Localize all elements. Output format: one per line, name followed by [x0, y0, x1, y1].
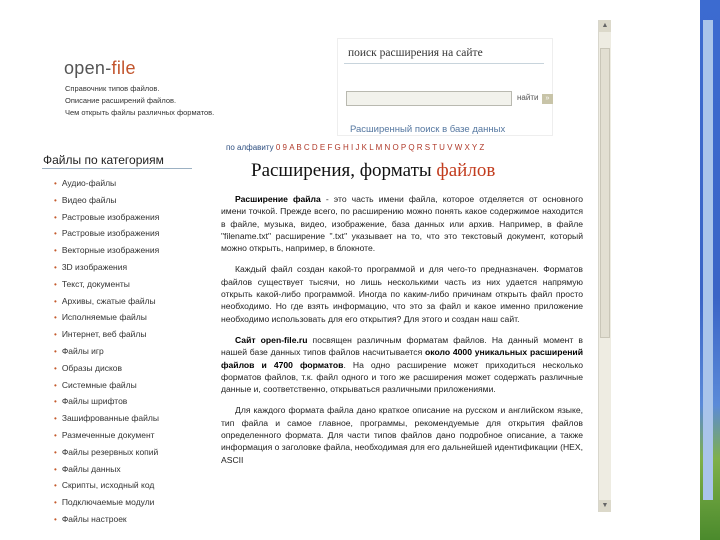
- paragraph-text: Каждый файл создан какой-то программой и для чего-то предназначен. Форматов файлов существует тысячи, но лишь несколькими часть из них удается напрямую открыть какой-либо программой. Иногда по каким-либо причинам открыть файл просто необходимо. Но где взять информацию, что это за файл и какое именно приложение необходимо использовать для его открытия? Для этого и создан наш сайт.: [221, 264, 583, 324]
- top-link[interactable]: Чем открыть файлы различных форматов.: [65, 108, 215, 117]
- article: [221, 193, 583, 475]
- paragraph: [221, 334, 583, 395]
- category-link[interactable]: • Файлы данных: [54, 463, 159, 480]
- category-link[interactable]: • Файлы игр: [54, 345, 159, 362]
- paragraph: [221, 263, 583, 324]
- paragraph: [221, 404, 583, 465]
- vertical-scrollbar[interactable]: [598, 20, 611, 512]
- scroll-down-icon[interactable]: ▼: [599, 500, 611, 512]
- scroll-thumb[interactable]: [600, 48, 610, 338]
- paragraph-text: Для каждого формата файла дано краткое описание на русском и английском языке, тип файла и самое главное, программы, рекомендуемые для открытия файлов определенного формата. Для части типов файлов дано подробное описание, а также информация о заголовке файла, необходимая для его дальнейшей идентификации (HEX, ASCII: [221, 405, 583, 465]
- category-link[interactable]: • 3D изображения: [54, 261, 159, 278]
- alphabet-nav: [226, 143, 484, 152]
- category-link[interactable]: • Исполняемые файлы: [54, 311, 159, 328]
- top-link[interactable]: Описание расширений файлов.: [65, 96, 177, 105]
- paragraph-text: . На одно расширение может приходиться несколько форматов файлов, т.к. файл одного и того же расширения может содержать различные данные и, соответственно, открываться различными приложениями.: [221, 359, 583, 395]
- adjacent-window-edge: [703, 20, 713, 500]
- paragraph-text: посвящен различным форматам файлов. На данный момент в нашей базе данных типов файлов насчитывается: [221, 334, 583, 358]
- page-title-accent: файлов: [436, 160, 496, 181]
- category-link[interactable]: • Файлы резервных копий: [54, 446, 159, 463]
- paragraph: [221, 193, 583, 254]
- category-link[interactable]: • Интернет, веб файлы: [54, 328, 159, 345]
- category-link[interactable]: • Системные файлы: [54, 379, 159, 396]
- category-link[interactable]: • Аудио-файлы: [54, 177, 159, 194]
- category-link[interactable]: • Файлы настроек: [54, 513, 159, 530]
- categories-title: Файлы по категориям: [43, 153, 164, 167]
- search-button[interactable]: найти: [517, 93, 539, 102]
- category-link[interactable]: • Текст, документы: [54, 278, 159, 295]
- top-links: [65, 83, 214, 119]
- divider: [42, 168, 192, 169]
- scroll-up-icon[interactable]: ▲: [599, 20, 611, 32]
- category-link[interactable]: • Растровые изображения: [54, 211, 159, 228]
- alphabet-label: по алфавиту: [226, 143, 274, 152]
- alphabet-letters[interactable]: 0 9 A B C D E F G H I J K L M N O P Q R S T U V W X Y Z: [275, 143, 485, 152]
- site-name: Сайт open-file.ru: [235, 334, 308, 345]
- category-link[interactable]: • Скрипты, исходный код: [54, 479, 159, 496]
- divider: [344, 63, 544, 64]
- advanced-search-link[interactable]: Расширенный поиск в базе данных: [350, 124, 506, 135]
- category-link[interactable]: • Архивы, сжатые файлы: [54, 295, 159, 312]
- category-link[interactable]: • Файлы шрифтов: [54, 395, 159, 412]
- top-link[interactable]: Справочник типов файлов.: [65, 84, 160, 93]
- category-link[interactable]: • Видео файлы: [54, 194, 159, 211]
- page-title: [251, 160, 495, 182]
- category-list: [54, 177, 159, 530]
- stats-highlight: около 4000 уникальных расширений файлов и 4700 форматов: [221, 347, 583, 370]
- category-link[interactable]: • Векторные изображения: [54, 244, 159, 261]
- term: Расширение файла: [235, 194, 321, 204]
- search-input[interactable]: [346, 91, 512, 106]
- site-logo[interactable]: [64, 58, 136, 79]
- logo-accent: file: [111, 58, 136, 78]
- category-link[interactable]: • Образы дисков: [54, 362, 159, 379]
- category-link[interactable]: • Растровые изображения: [54, 227, 159, 244]
- category-link[interactable]: • Подключаемые модули: [54, 496, 159, 513]
- logo-text: open-: [64, 58, 112, 78]
- category-link[interactable]: • Размеченные документ: [54, 429, 159, 446]
- search-title: поиск расширения на сайте: [348, 47, 483, 59]
- page-title-text: Расширения, форматы: [251, 160, 437, 181]
- category-link[interactable]: • Зашифрованные файлы: [54, 412, 159, 429]
- paragraph-text: - это часть имени файла, которое отделяется от основного имени точкой. Прежде всего, по расширению можно понять какое содержимое находится в файле, музыка, видео, изображение, база данных или архив. Например, в файле "filename.txt" расширение ".txt" указывает на то, что это текстовый документ, который можно открыть, например, в блокноте.: [221, 194, 583, 254]
- search-go-icon[interactable]: »: [542, 94, 553, 104]
